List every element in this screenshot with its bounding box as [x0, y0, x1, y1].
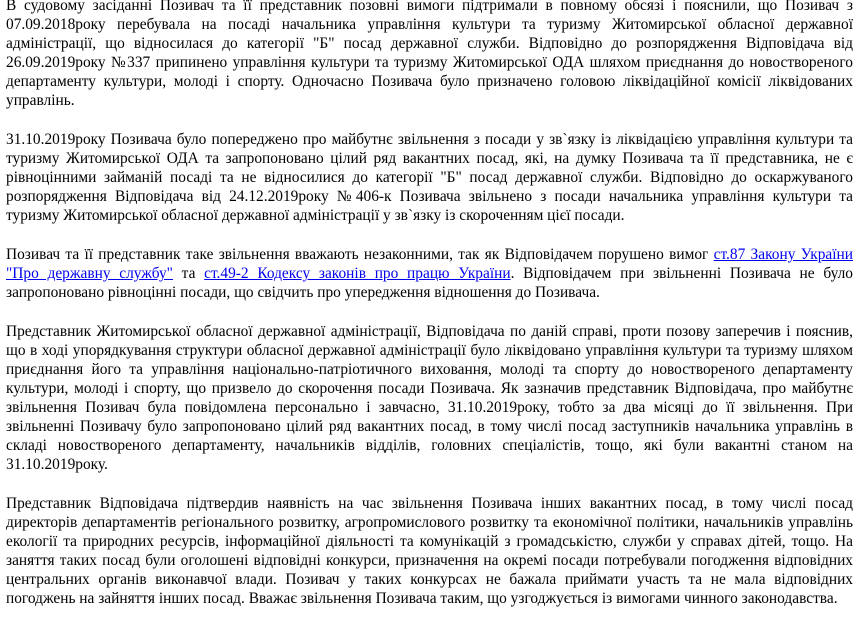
- link-labor-code[interactable]: ст.49-2 Кодексу законів про працю України: [204, 265, 511, 282]
- paragraph-defendant-vacancies: Представник Відповідача підтвердив наявність на час звільнення Позивача інших вакантних посад, в тому числі посад директорів департаментів регіонального розвитку, агропромислового розвитку та економічної політики, начальників управлінь екології та природних ресурсів, інформаційної діяльності та комунікацій з громадськістю, служби у справах дітей, тощо. На заняття таких посад були оголошені відповідні конкурси, призначення на окремі посади потребували погодження відповідних центральних органів виконавчої влади. Позивач у таких конкурсах не бажала приймати участь та не мала відповідних погоджень на зайняття інших посад. Вважає звільнення Позивача таким, що узгоджується із вимогами чинного законодавства.: [6, 495, 853, 607]
- paragraph-text-after-link: . Відповідачем при звільненні Позивача не було запропоновано рівноцінні посади, що свідчить про упередження відношення до Позивача.: [6, 265, 853, 301]
- paragraph-defendant-objection: Представник Житомирської обласної державної адміністрації, Відповідача по даній справі, проти позову заперечив і пояснив, що в ході упорядкування структури обласної державної адміністрації було ліквідовано управління культури та туризму шляхом приєднання його та управління національно-патріотичного виховання, молоді та спорту до новоствореного департаменту культури, молоді і спорту, що призвело до скорочення посади Позивача. Як зазначив представник Відповідача, про майбутнє звільнення Позивач була повідомлена персонально і завчасно, 31.10.2019року, тобто за два місяці до її звільнення. При звільненні Позивачу було запропоновано цілий ряд вакантних посад, в тому числі посад заступників начальника управлінь в складі новоствореного департаменту, начальників відділів, головних спеціалістів, тощо, які були вакантні станом на 31.10.2019року.: [6, 323, 853, 473]
- paragraph-plaintiff-hearing: В судовому засіданні Позивач та її представник позовні вимоги підтримали в повному обсязі і пояснили, що Позивач з 07.09.2018року перебувала на посаді начальника управління культури та туризму Житомирської обласної державної адміністрації, що відносилася до категорії "Б" посад державної служби. Відповідно до розпорядження Відповідача від 26.09.2019року №337 припинено управління культури та туризму Житомирської ОДА шляхом приєднання до новоствореного департаменту культури, молоді і спорту. Одночасно Позивача було призначено головою ліквідаційної комісії ліквідованих управлінь.: [6, 0, 853, 109]
- paragraph-text-before-link: Позивач та її представник таке звільнення вважають незаконними, так як Відповідачем порушено вимог: [6, 246, 714, 263]
- paragraph-text-between-links: та: [172, 265, 205, 282]
- paragraph-plaintiff-claims: [6, 245, 853, 302]
- link-civil-service-law[interactable]: ст.87 Закону України "Про державну службу": [6, 246, 853, 282]
- paragraph-dismissal-warning: 31.10.2019року Позивача було попереджено про майбутнє звільнення з посади у зв`язку із ліквідацією управління культури та туризму Житомирської ОДА та запропоновано цілий ряд вакантних посад, які, на думку Позивача та її представника, не є рівноцінними займаній посаді та не відносилися до категорії "Б" посад державної служби. Відповідно до оскаржуваного розпорядження Відповідача від 24.12.2019року №406-к Позивача звільнено з посади начальника управління культури та туризму Житомирської обласної державної адміністрації у зв`язку із скороченням цієї посади.: [6, 131, 853, 224]
- document-body: [6, 0, 853, 628]
